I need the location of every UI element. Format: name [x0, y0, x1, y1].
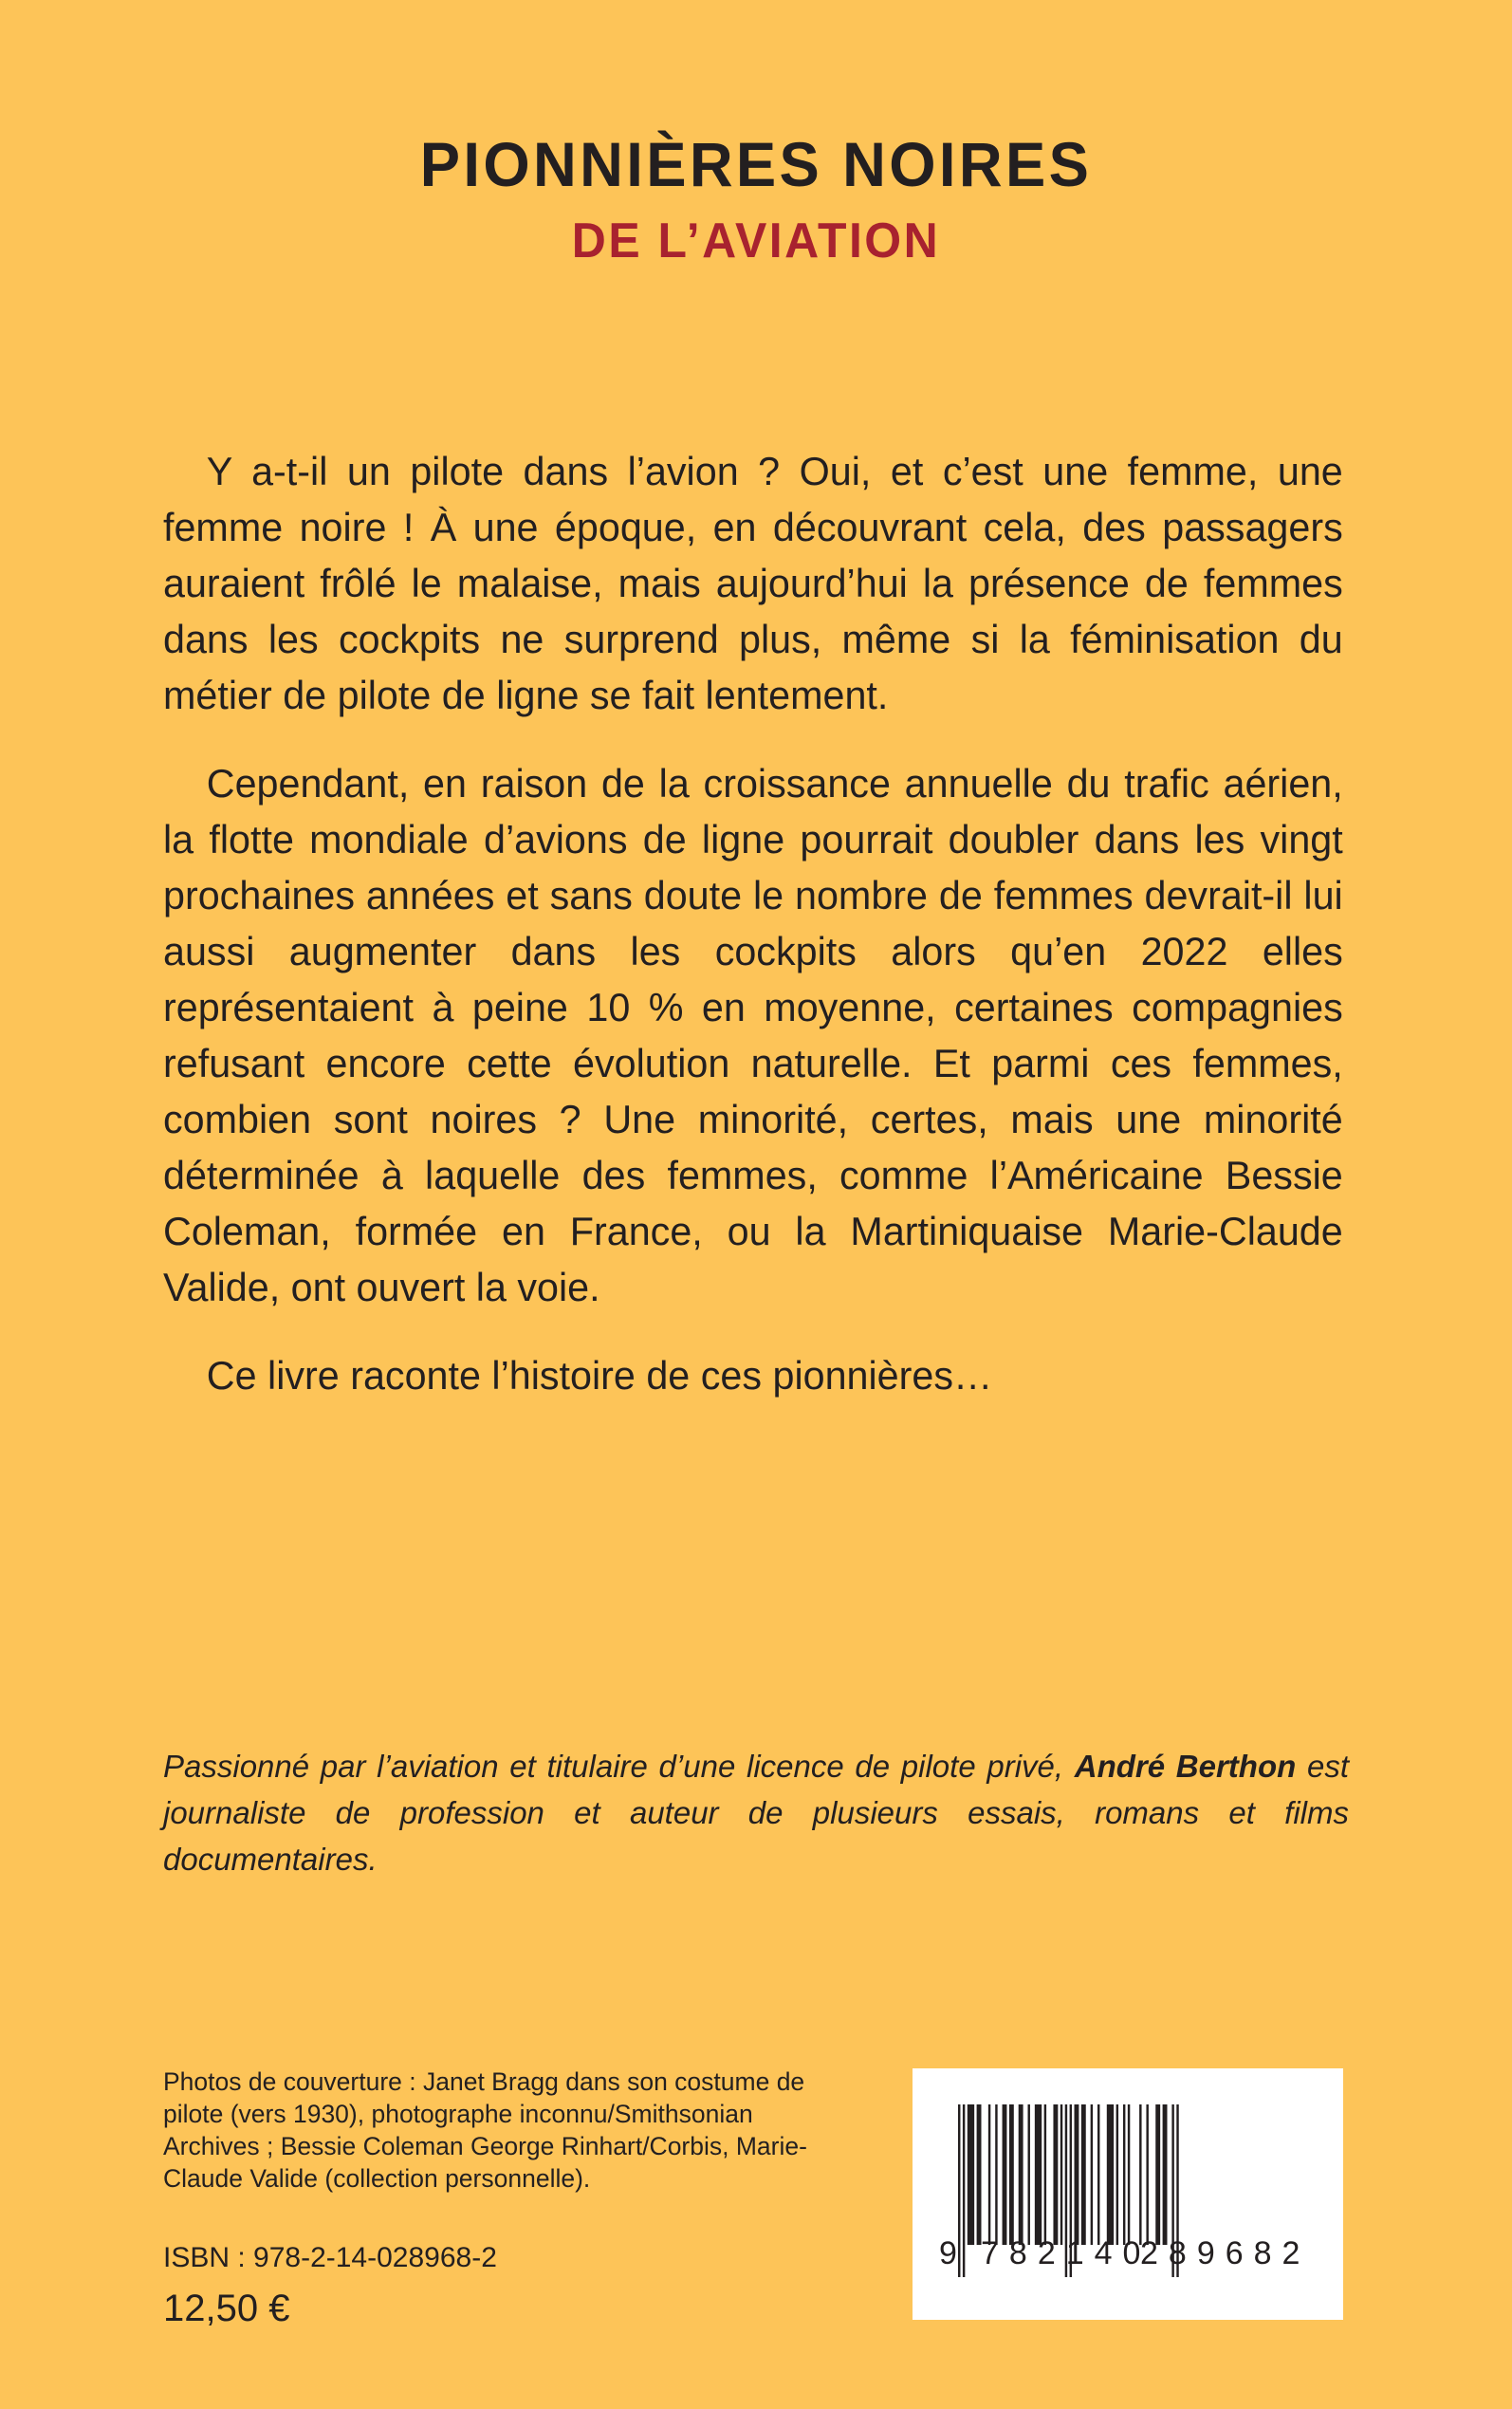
- isbn-text: ISBN : 978-2-14-028968-2: [163, 2242, 497, 2273]
- page-subtitle: DE L’AVIATION: [571, 213, 941, 269]
- page-title: PIONNIÈRES NOIRES: [419, 129, 1093, 199]
- blurb-paragraph-1: Y a-t-il un pilote dans l’avion ? Oui, et c’est une femme, une femme noire ! À une époque, en découvrant cela, des passagers auraient frôlé le malaise, mais aujourd’hui la présence de femmes dans les cockpits ne surprend plus, même si la féminisation du métier de pilote de ligne se fait lentement.: [163, 449, 1343, 717]
- price-text: 12,50 €: [163, 2288, 290, 2329]
- blurb-paragraph-3: Ce livre raconte l’histoire de ces pionnières…: [206, 1353, 993, 1398]
- blurb-block: [163, 443, 1349, 1403]
- author-bio-lead: Passionné par l’aviation et titulaire d’une licence de pilote privé,: [163, 1749, 1075, 1784]
- blurb-paragraph-2: Cependant, en raison de la croissance annuelle du trafic aérien, la flotte mondiale d’avions de ligne pourrait doubler dans les vingt prochaines années et sans doute le nombre de femmes devrait-il lui aussi augmenter dans les cockpits alors qu’en 2022 elles représentaient à peine 10 % en moyenne, certaines compagnies refusant encore cette évolution naturelle. Et parmi ces femmes, combien sont noires ? Une minorité, certes, mais une minorité déterminée à laquelle des femmes, comme l’Américaine Bessie Coleman, formée en France, ou la Martiniquaise Marie-Claude Valide, ont ouvert la voie.: [163, 761, 1343, 1309]
- barcode-right-group: 289682: [1140, 2235, 1311, 2271]
- product-info-block: [163, 2239, 497, 2334]
- barcode-svg: [913, 2068, 1343, 2320]
- barcode-lead-digit: 9: [939, 2235, 957, 2271]
- barcode: [913, 2068, 1343, 2320]
- author-bio: [163, 1743, 1349, 1882]
- credits-block: [163, 2066, 827, 2195]
- author-bio-tail: est journaliste de profession et auteur de plusieurs essais, romans et films documentaires.: [163, 1749, 1349, 1877]
- photo-credit: Photos de couverture : Janet Bragg dans son costume de pilote (vers 1930), photographe inconnu/Smithsonian Archives ; Bessie Coleman George Rinhart/Corbis, Marie-Claude Valide (collection personnelle).: [163, 2067, 807, 2193]
- author-bio-block: [163, 1743, 1349, 1882]
- barcode-left-group: 782140: [981, 2235, 1152, 2271]
- author-name: André Berthon: [1074, 1749, 1297, 1784]
- title-block: [0, 129, 1512, 269]
